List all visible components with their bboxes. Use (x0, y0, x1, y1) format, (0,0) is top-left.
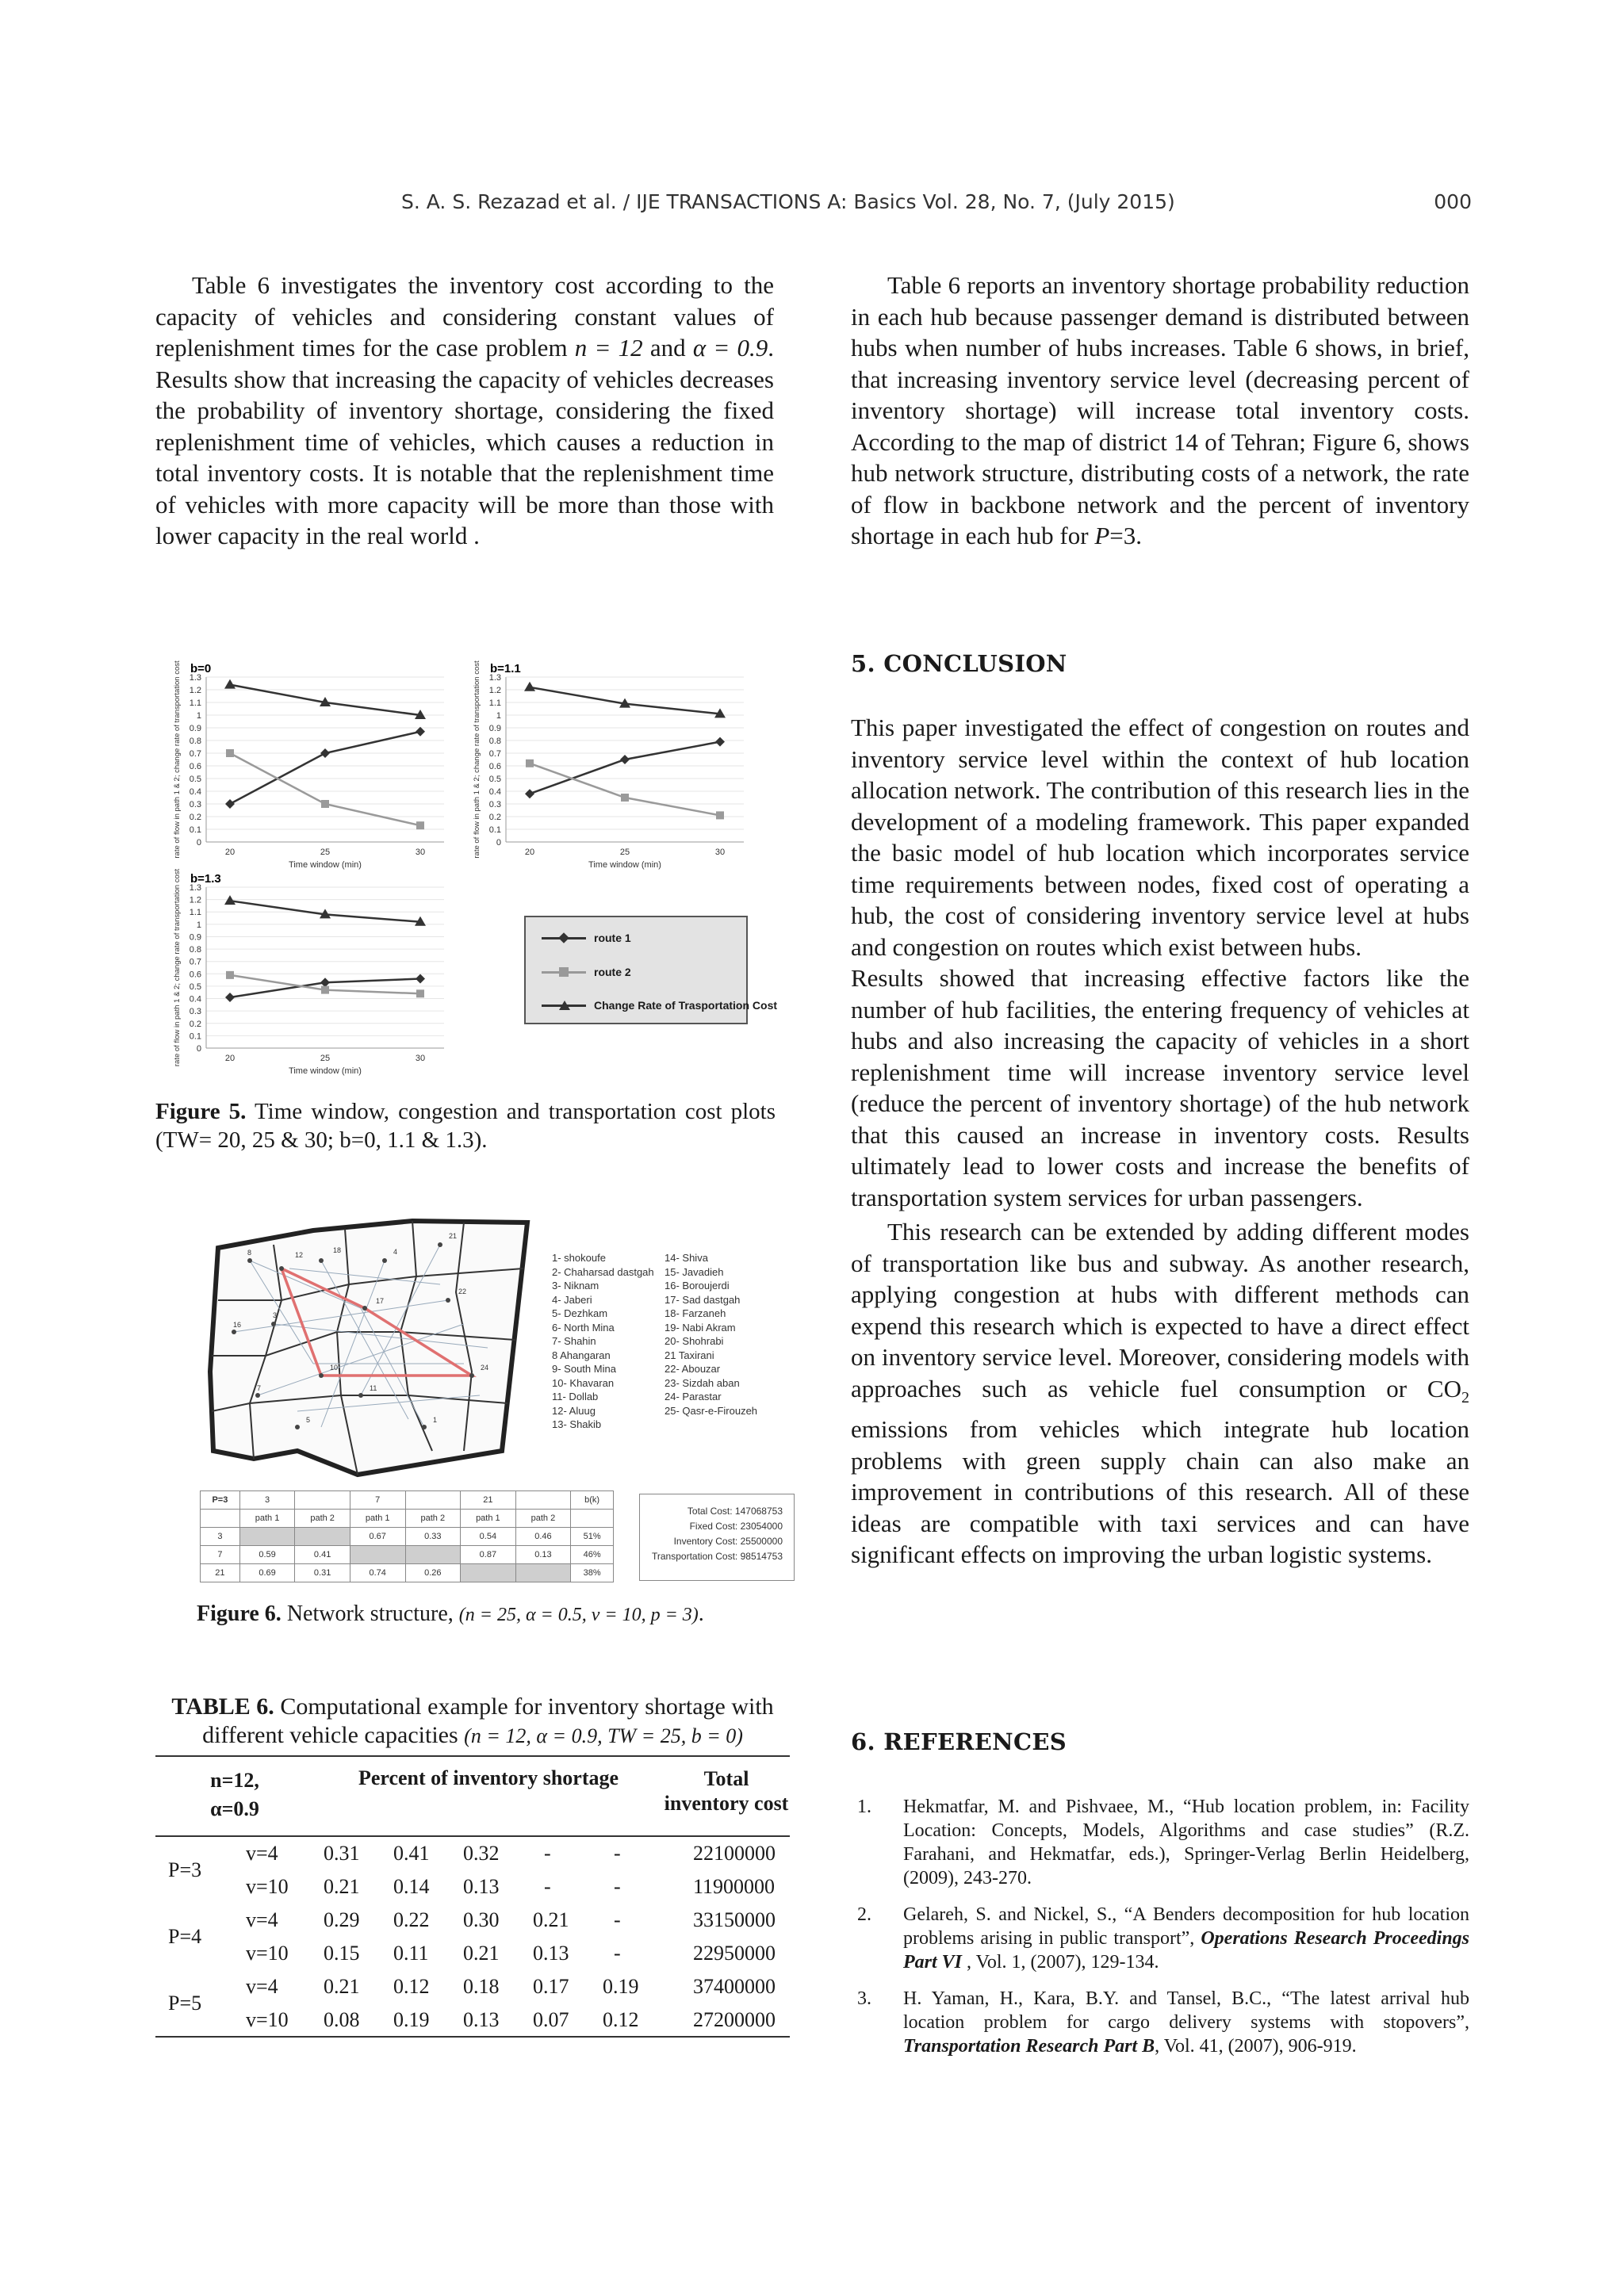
network-table-cell: 0.54 (461, 1528, 516, 1546)
map-node-label: 17 (376, 1297, 385, 1305)
network-table-cell: b(k) (571, 1491, 614, 1510)
table6-row (155, 1970, 790, 2003)
y-tick-label: 0.8 (189, 737, 201, 746)
network-table-cell: path 2 (405, 1510, 461, 1528)
y-tick-label: 0.8 (488, 737, 501, 746)
map-node-label: 21 (449, 1232, 458, 1240)
figure6-caption-math: (n = 25, α = 0.5, v = 10, p = 3) (458, 1605, 699, 1625)
table6-row (155, 1937, 790, 1970)
y-tick-label: 1.3 (189, 883, 201, 893)
reference-tail: , Vol. 41, (2007), 906-919. (1155, 2036, 1357, 2057)
y-tick-label: 0.2 (189, 1019, 201, 1029)
legend-route-1 (542, 932, 631, 944)
x-tick-label: 25 (320, 1054, 331, 1063)
network-table-cell: 0.46 (515, 1528, 571, 1546)
map-legend-item: 14- Shiva (665, 1252, 708, 1264)
map-node-label: 8 (247, 1249, 252, 1257)
table6-value-cell: 0.18 (463, 1975, 500, 1998)
chart-title: b=1.1 (490, 662, 521, 675)
table6-value-cell: 0.41 (393, 1842, 430, 1865)
y-tick-label: 1.1 (189, 908, 201, 918)
map-node-label: 12 (295, 1251, 304, 1259)
table6-value-cell: 0.19 (393, 2007, 430, 2031)
table6-value-cell: - (614, 1908, 621, 1931)
reference-journal: Operations Research Proceedings Part VI (903, 1928, 1470, 1973)
map-node-label: 1 (433, 1416, 438, 1424)
network-table-cell (515, 1564, 571, 1582)
chart-svg (159, 870, 460, 1092)
map-legend-item: 6- North Mina (552, 1321, 615, 1334)
table6-row (155, 1870, 790, 1904)
network-table-cell (295, 1491, 350, 1510)
table6-v-cell: v=4 (246, 1842, 278, 1865)
table6-header-alpha: α=0.9 (210, 1797, 259, 1820)
table6-value-cell: 0.32 (463, 1842, 500, 1865)
figure6-caption (197, 1601, 783, 1627)
table6-value-cell: - (614, 1875, 621, 1898)
map-node-label: 22 (458, 1288, 467, 1295)
map-legend-item: 9- South Mina (552, 1363, 616, 1375)
network-table-cell (350, 1546, 405, 1564)
network-table-cell: P=3 (201, 1491, 240, 1510)
y-tick-label: 0.5 (189, 775, 201, 784)
table6-row (155, 2003, 790, 2037)
y-tick-label: 1.2 (189, 686, 201, 695)
table6-bottom-rule (155, 2037, 790, 2038)
table6-value-cell: 0.11 (393, 1942, 429, 1965)
reference-item (851, 1903, 1469, 1974)
map-legend-item: 15- Javadieh (665, 1265, 724, 1278)
network-table-cell: path 1 (350, 1510, 405, 1528)
map-legend-item: 1- shokoufe (552, 1252, 606, 1264)
network-table-cell: 0.59 (239, 1546, 295, 1564)
reference-text: H. Yaman, H., Kara, B.Y. and Tansel, B.C., “The latest arrival hub location problem for cargo delivery systems with stopovers”, (903, 1988, 1469, 2033)
reference-number: 2. (857, 1904, 871, 1925)
legend-route-1-label: route 1 (594, 932, 631, 944)
conclusion-paragraph-2: Results showed that increasing effective factors like the number of hub facilities, the entering frequency of vehicles at hubs and also increasing the capacity of vehicles in a short replenishment time will increase inventory service level (reduce the percent of inventory shortage) of the hub network that this caused an increase in inventory costs. Results ultimately lead to lower costs and increase the benefits of transportation system services for urban passengers. (851, 964, 1469, 1211)
map-legend-col-1 (552, 1251, 671, 1432)
network-table-cell: path 2 (515, 1510, 571, 1528)
y-tick-label: 0.3 (488, 800, 501, 809)
network-table-row (201, 1491, 614, 1510)
table6-p-cell: P=4 (168, 1925, 202, 1948)
left-paragraph-text-1: Table 6 investigates the inventory cost according to the capacity of vehicles and considering constant values of replenishment times for the case problem (155, 271, 774, 362)
data-point (716, 811, 724, 819)
figure6-caption-text: Network structure, (281, 1601, 459, 1626)
network-table-cell: 3 (239, 1491, 295, 1510)
network-table-cell: path 1 (461, 1510, 516, 1528)
legend-route-2-label: route 2 (594, 966, 631, 978)
network-table-cell: 0.67 (350, 1528, 405, 1546)
network-map-svg (202, 1213, 535, 1483)
x-axis-label: Time window (min) (588, 860, 661, 870)
table6-value-cell: 0.21 (463, 1942, 500, 1965)
conclusion-p3-sub: 2 (1461, 1388, 1469, 1406)
network-table-cell (461, 1564, 516, 1582)
math-alpha: α = 0.9 (692, 334, 768, 362)
table6-value-cell: 0.17 (533, 1975, 569, 1998)
network-table-cell: 21 (461, 1491, 516, 1510)
network-table-cell: 0.33 (405, 1528, 461, 1546)
legend-route-2 (542, 966, 631, 978)
table6-value-cell: 0.21 (324, 1975, 360, 1998)
table6-value-cell: 0.19 (603, 1975, 639, 1998)
y-tick-label: 1 (196, 920, 201, 930)
chart-svg (458, 660, 760, 890)
table6 (155, 1763, 790, 2038)
network-table-cell: 3 (201, 1528, 240, 1546)
legend-cost-label: Change Rate of Trasportation Cost (594, 999, 778, 1012)
figure5-caption-end: . (481, 1127, 488, 1153)
reference-tail: , Vol. 1, (2007), 129-134. (962, 1952, 1159, 1973)
map-node-label: 10 (330, 1364, 339, 1372)
data-point (526, 760, 534, 767)
table6-value-cell: 0.07 (533, 2007, 569, 2031)
x-axis-label: Time window (min) (289, 860, 362, 870)
map-legend-item: 16- Boroujerdi (665, 1280, 730, 1292)
data-point (416, 821, 424, 829)
table6-cost-cell: 37400000 (693, 1975, 776, 1998)
page-number: 000 (1434, 190, 1472, 213)
cost-fixed: Fixed Cost: 23054000 (689, 1521, 783, 1532)
x-tick-label: 20 (524, 848, 535, 857)
right-paragraph-text-2: =3. (1109, 522, 1142, 549)
map-legend-item: 19- Nabi Akram (665, 1321, 736, 1334)
network-table-cell (405, 1491, 461, 1510)
network-table-cell: 7 (201, 1546, 240, 1564)
network-table-cell: 0.31 (295, 1564, 350, 1582)
cost-transport: Transportation Cost: 98514753 (652, 1551, 783, 1562)
left-paragraph (155, 270, 774, 552)
running-header (155, 190, 1472, 222)
conclusion-p3-text-a: This research can be extended by adding different modes of transportation like bus and subway. As another research, applying congestion at hubs with different methods can expend this research which is expected to have a direct effect on inventory service level. Moreover, considering models with approaches such as vehicle fuel consumption or CO (851, 1218, 1469, 1402)
network-table-cell: 38% (571, 1564, 614, 1582)
network-table-cell: 21 (201, 1564, 240, 1582)
chart-title: b=0 (190, 662, 212, 675)
map-node-label: 3 (273, 1311, 278, 1319)
table6-caption-math: (n = 12, α = 0.9, TW = 25, b = 0) (464, 1724, 743, 1747)
data-point (321, 986, 329, 994)
legend-cost-swatch (542, 1004, 586, 1007)
table6-value-cell: 0.14 (393, 1875, 430, 1898)
network-table-row (201, 1564, 614, 1582)
map-legend-item: 23- Sizdah aban (665, 1376, 740, 1389)
y-tick-label: 0.3 (189, 800, 201, 809)
y-tick-label: 0.7 (189, 957, 201, 967)
y-tick-label: 1 (196, 711, 201, 721)
map-node-label: 4 (393, 1248, 398, 1256)
chart-b11 (458, 660, 760, 890)
network-table-cell: 0.41 (295, 1546, 350, 1564)
table6-value-cell: 0.13 (533, 1942, 569, 1965)
map-legend-col-2 (665, 1251, 768, 1418)
y-tick-label: 0.1 (189, 1031, 201, 1042)
right-paragraph (851, 270, 1469, 552)
data-point (321, 800, 329, 808)
y-tick-label: 0 (496, 838, 501, 848)
legend-route-2-swatch (542, 971, 586, 974)
conclusion-paragraph-1: This paper investigated the effect of congestion on routes and inventory service level within the context of hub location allocation network. The contribution of this research lies in the development of a modeling framework. This paper expanded the basic model of hub location which incorporates service time requirements between nodes, fixed cost of operating a hub, the cost of considering inventory service level at hubs and congestion on routes which exist between hubs. (851, 714, 1469, 961)
table6-value-cell: - (614, 1842, 621, 1865)
y-tick-label: 0.9 (189, 932, 201, 943)
network-table-cell: 0.87 (461, 1546, 516, 1564)
right-paragraph-text-1: Table 6 reports an inventory shortage probability reduction in each hub because passenger demand is distributed between hubs when number of hubs increases. Table 6 shows, in brief, that increasing inventory service level (decreasing percent of inventory shortage) will increase total inventory costs. According to the map of district 14 of Tehran; Figure 6, shows hub network structure, distributing costs of a network, the rate of flow in backbone network and the percent of inventory shortage in each hub for (851, 271, 1469, 549)
map-legend-item: 21 Taxirani (665, 1349, 714, 1361)
chart-title: b=1.3 (190, 872, 221, 886)
y-tick-label: 0.1 (189, 825, 201, 835)
y-tick-label: 0.7 (488, 749, 501, 759)
data-point (226, 971, 234, 979)
map-legend-item: 22- Abouzar (665, 1363, 721, 1375)
map-node-label: 24 (481, 1364, 489, 1372)
table6-value-cell: 0.29 (324, 1908, 360, 1931)
table6-value-cell: 0.22 (393, 1908, 430, 1931)
network-table-cell (571, 1510, 614, 1528)
y-tick-label: 1.1 (189, 698, 201, 708)
map-legend-item: 4- Jaberi (552, 1293, 592, 1306)
table6-row (155, 1837, 790, 1870)
table6-header-row (155, 1763, 790, 1836)
reference-text: Gelareh, S. and Nickel, S., “A Benders decomposition for hub location problems arising in public transport”, (903, 1904, 1469, 1949)
y-tick-label: 0.6 (189, 970, 201, 980)
network-table-row (201, 1510, 614, 1528)
map-node-label: 11 (370, 1384, 377, 1392)
y-tick-label: 0.4 (189, 787, 201, 797)
y-tick-label: 1.2 (488, 686, 501, 695)
figure5-caption-math: (TW= 20, 25 & 30; b=0, 1.1 & 1.3) (155, 1127, 482, 1153)
table6-header-left (155, 1763, 314, 1836)
network-table-cell (201, 1510, 240, 1528)
table6-value-cell: 0.21 (533, 1908, 569, 1931)
map-node-label: 5 (306, 1416, 311, 1424)
table6-v-cell: v=10 (246, 1942, 289, 1965)
y-tick-label: 1.3 (488, 673, 501, 683)
network-table-cell: 46% (571, 1546, 614, 1564)
y-tick-label: 0 (196, 1044, 201, 1054)
table6-row (155, 1904, 790, 1937)
network-table-cell: path 2 (295, 1510, 350, 1528)
left-paragraph-text-3: . Results show that increasing the capacity of vehicles decreases the probability of inventory shortage, considering the fixed replenishment time of vehicles, which causes a reduction in total inventory costs. It is notable that the replenishment time of vehicles with more capacity will be more than those with lower capacity in the real world . (155, 334, 774, 549)
table6-v-cell: v=4 (246, 1975, 278, 1998)
y-tick-label: 0.9 (189, 724, 201, 733)
network-table-cell: 0.26 (405, 1564, 461, 1582)
network-map (202, 1213, 535, 1483)
map-node-label: 18 (333, 1246, 342, 1254)
map-legend-item: 24- Parastar (665, 1391, 722, 1402)
x-axis-label: Time window (min) (289, 1066, 362, 1076)
conclusion-p3-text-b: emissions from vehicles which integrate hub location problems with green supply chain can also make an improvement in contributions of this research. All of these ideas are compatible with taxi services and can have significant effects on improving the urban logistic systems. (851, 1415, 1469, 1569)
map-legend-item: 12- Aluug (552, 1404, 596, 1417)
map-legend-item: 7- Shahin (552, 1335, 596, 1347)
data-point (621, 794, 629, 802)
table6-cost-cell: 27200000 (693, 2007, 776, 2031)
map-legend-item: 18- Farzaneh (665, 1307, 726, 1319)
x-tick-label: 30 (415, 848, 426, 857)
reference-journal: Transportation Research Part B (903, 2036, 1155, 2057)
y-axis-label: rate of flow in path 1 & 2; change rate of transportation cost (473, 660, 481, 859)
table6-v-cell: v=4 (246, 1908, 278, 1931)
network-table-row (201, 1528, 614, 1546)
network-table-cell (405, 1546, 461, 1564)
figure6-caption-end: . (698, 1601, 704, 1626)
map-node-label: 16 (233, 1321, 242, 1329)
x-tick-label: 25 (619, 848, 630, 857)
table6-v-cell: v=10 (246, 2007, 289, 2031)
data-point (416, 989, 424, 997)
figure5-caption-text: Time window, congestion and transportation cost plots (246, 1099, 776, 1124)
map-legend-item: 25- Qasr-e-Firouzeh (665, 1404, 758, 1417)
y-tick-label: 0.4 (189, 994, 201, 1004)
table6-value-cell: 0.12 (603, 2007, 639, 2031)
references-title: 6. REFERENCES (851, 1728, 1067, 1755)
table6-value-cell: - (544, 1875, 551, 1898)
table6-header-n: n=12, (210, 1769, 259, 1792)
y-tick-label: 0.8 (189, 945, 201, 955)
table6-value-cell: 0.08 (324, 2007, 360, 2031)
math-p: P (1094, 522, 1110, 549)
map-legend-item: 5- Dezhkam (552, 1307, 608, 1319)
data-point (226, 749, 234, 757)
conclusion-title: 5. CONCLUSION (851, 650, 1067, 677)
reference-text: Hekmatfar, M. and Pishvaee, M., “Hub location problem, in: Facility Location: Concepts, Models, Algorithms and case studies” (R.Z. Farahani, and Hekmatfar, eds.), Springer-Verlag Berlin Heidelberg, (2009), 243-270. (903, 1797, 1469, 1888)
network-table-cell: 51% (571, 1528, 614, 1546)
map-legend-item: 10- Khavaran (552, 1376, 615, 1389)
figure5-caption (155, 1097, 776, 1154)
y-tick-label: 1 (496, 711, 501, 721)
network-table-row (201, 1546, 614, 1564)
chart-legend (524, 916, 778, 1024)
network-table-cell (295, 1528, 350, 1546)
table6-p-cell: P=5 (168, 1991, 202, 2015)
x-tick-label: 30 (714, 848, 726, 857)
cost-box (639, 1494, 795, 1581)
reference-item (851, 1987, 1469, 2058)
math-n: n = 12 (574, 334, 643, 362)
network-table-cell: 0.69 (239, 1564, 295, 1582)
table6-header-mid: Percent of inventory shortage (358, 1766, 619, 1789)
map-legend-item: 13- Shakib (552, 1418, 602, 1430)
conclusion-text (851, 712, 1469, 1571)
reference-number: 1. (857, 1797, 871, 1817)
map-legend-item: 8 Ahangaran (552, 1349, 611, 1361)
network-table-cell (515, 1491, 571, 1510)
table6-top-rule (155, 1755, 790, 1757)
table6-value-cell: 0.15 (324, 1942, 360, 1965)
reference-item (851, 1795, 1469, 1890)
references-list (851, 1795, 1469, 2071)
conclusion-paragraph-3 (851, 1216, 1469, 1571)
y-tick-label: 0.3 (189, 1007, 201, 1017)
y-axis-label: rate of flow in path 1 & 2; change rate of transportation cost (173, 868, 182, 1067)
table6-value-cell: - (614, 1942, 621, 1965)
network-table-cell: 7 (350, 1491, 405, 1510)
y-tick-label: 1.2 (189, 895, 201, 905)
table6-p-cell: P=3 (168, 1858, 202, 1881)
legend-route-1-swatch (542, 937, 586, 939)
y-tick-label: 0.1 (488, 825, 501, 835)
x-tick-label: 30 (415, 1054, 426, 1063)
table6-caption-text: Computational example for inventory shortage with different vehicle capacities (202, 1693, 774, 1748)
map-legend-item: 3- Niknam (552, 1280, 599, 1292)
map-node-label: 7 (257, 1384, 262, 1392)
table6-header-right: Total inventory cost (664, 1767, 789, 1815)
table6-cost-cell: 33150000 (693, 1908, 776, 1931)
y-tick-label: 0.2 (189, 813, 201, 822)
reference-number: 3. (857, 1988, 871, 2009)
y-tick-label: 0.7 (189, 749, 201, 759)
x-tick-label: 20 (224, 848, 236, 857)
table6-v-cell: v=10 (246, 1875, 289, 1898)
running-title: S. A. S. Rezazad et al. / IJE TRANSACTIONS A: Basics Vol. 28, No. 7, (July 2015) (401, 190, 1175, 213)
table6-cost-cell: 22950000 (693, 1942, 776, 1965)
table6-value-cell: 0.30 (463, 1908, 500, 1931)
network-table-cell: 0.74 (350, 1564, 405, 1582)
table6-value-cell: 0.13 (463, 2007, 500, 2031)
figure5-caption-label: Figure 5. (155, 1099, 247, 1124)
table6-value-cell: 0.13 (463, 1875, 500, 1898)
table6-cost-cell: 11900000 (693, 1875, 776, 1898)
table6-caption-label: TABLE 6. (171, 1693, 274, 1720)
x-tick-label: 20 (224, 1054, 236, 1063)
figure6-caption-label: Figure 6. (197, 1601, 282, 1626)
map-legend-item: 17- Sad dastgah (665, 1293, 741, 1306)
cost-total: Total Cost: 147068753 (687, 1506, 783, 1517)
map-legend-item: 2- Chaharsad dastgah (552, 1265, 654, 1278)
table6-cost-cell: 22100000 (693, 1842, 776, 1865)
table6-value-cell: 0.31 (324, 1842, 360, 1865)
y-tick-label: 1.3 (189, 673, 201, 683)
y-tick-label: 0.6 (488, 762, 501, 771)
table6-value-cell: - (544, 1842, 551, 1865)
map-legend-item: 11- Dollab (552, 1391, 599, 1402)
table6-bottom-rule-cell (155, 2037, 790, 2038)
map-legend-item: 20- Shohrabi (665, 1335, 724, 1347)
y-tick-label: 0.5 (488, 775, 501, 784)
chart-b0 (159, 660, 460, 890)
left-paragraph-text-2: and (642, 334, 693, 362)
network-table-cell: 0.13 (515, 1546, 571, 1564)
y-tick-label: 0 (196, 838, 201, 848)
y-tick-label: 0.4 (488, 787, 501, 797)
chart-b13 (159, 870, 460, 1092)
legend-cost (542, 999, 777, 1012)
cost-inventory: Inventory Cost: 25500000 (673, 1536, 783, 1547)
chart-svg (159, 660, 460, 890)
y-tick-label: 0.2 (488, 813, 501, 822)
y-tick-label: 0.6 (189, 762, 201, 771)
y-tick-label: 1.1 (488, 698, 501, 708)
network-table (200, 1490, 614, 1582)
table6-value-cell: 0.12 (393, 1975, 430, 1998)
table6-value-cell: 0.21 (324, 1875, 360, 1898)
table6-caption (155, 1693, 790, 1751)
y-tick-label: 0.9 (488, 724, 501, 733)
network-table-cell (239, 1528, 295, 1546)
y-axis-label: rate of flow in path 1 & 2; change rate of transportation cost (173, 660, 182, 859)
x-tick-label: 25 (320, 848, 331, 857)
y-tick-label: 0.5 (189, 982, 201, 992)
network-table-cell: path 1 (239, 1510, 295, 1528)
